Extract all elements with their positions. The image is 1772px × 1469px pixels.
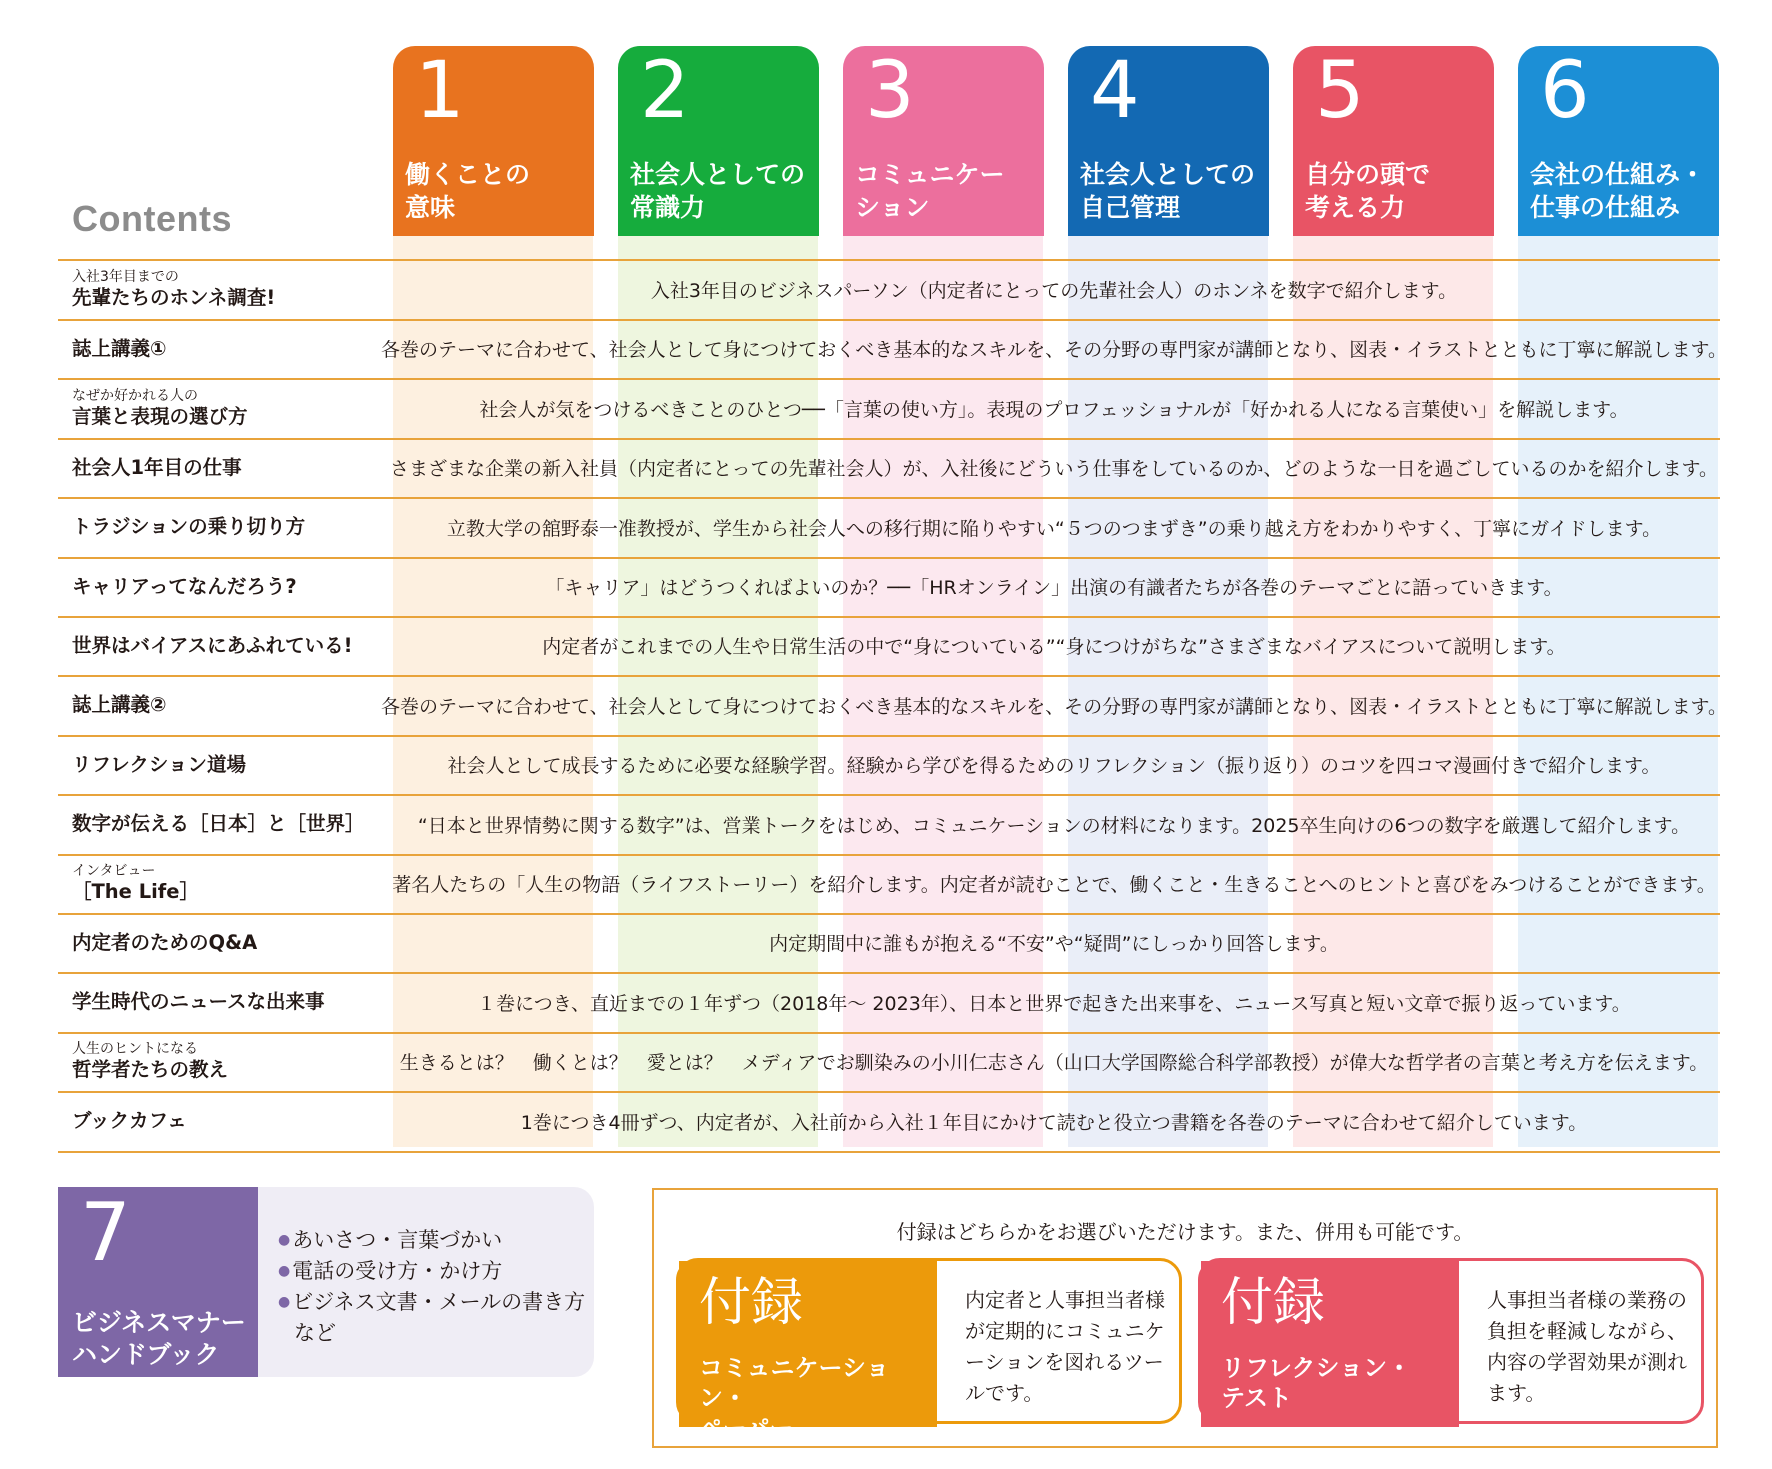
table-row (58, 1032, 1720, 1093)
row-description: 各巻のテーマに合わせて、社会人として身につけておくべき基本的なスキルを、その分野の専門家が講師となり、図表・イラストとともに丁寧に解説します。 (381, 339, 1727, 362)
table-row (58, 854, 1720, 915)
row-title (72, 319, 392, 378)
row-main-title: リフレクション道場 (72, 752, 246, 776)
book7-panel (58, 1187, 594, 1377)
annex-card-1 (676, 1258, 1182, 1442)
row-main-title: ［The Life］ (72, 880, 200, 903)
annex-card-header (1201, 1261, 1459, 1427)
row-main-title: 内定者のためのQ&A (72, 930, 258, 954)
table-row (58, 260, 1720, 321)
column-number: 2 (640, 46, 690, 136)
row-subtitle: 人生のヒントになる (72, 1041, 198, 1058)
row-description: 社会人が気をつけるべきことのひとつ──「言葉の使い方」。表現のプロフェッショナルが「好かれる人になる言葉使い」を解説します。 (479, 398, 1629, 421)
annex-note: 付録はどちらかをお選びいただけます。また、併用も可能です。 (896, 1220, 1474, 1244)
row-title (72, 616, 392, 675)
row-title (72, 1032, 392, 1091)
table-row (58, 676, 1727, 737)
row-main-title: トラジションの乗り切り方 (72, 515, 306, 539)
column-number: 1 (415, 46, 465, 136)
book7-header (58, 1187, 258, 1377)
row-subtitle: 入社3年目までの (72, 269, 179, 285)
column-number: 5 (1315, 46, 1365, 136)
list-item: ● 電話の受け方・かけ方 (278, 1256, 585, 1287)
column-number: 6 (1540, 46, 1590, 136)
row-title (72, 973, 392, 1032)
table-row (58, 616, 1720, 677)
column-number: 3 (865, 46, 915, 136)
list-item: ● あいさつ・言葉づかい (278, 1225, 585, 1256)
table-row (58, 973, 1720, 1034)
row-subtitle: なぜか好かれる人の (72, 387, 198, 404)
annex-card-2 (1198, 1258, 1704, 1424)
row-title (72, 676, 392, 735)
column-title: コミュニケー ション (855, 160, 1005, 222)
row-description: 著名人たちの「人生の物語（ライフストーリー）を紹介します。内定者が読むことで、働くこと・生きることへのヒントと喜びをみつけることができます。 (392, 874, 1716, 896)
column-title: 社会人としての 自己管理 (1080, 160, 1256, 222)
contents-label: Contents (72, 198, 232, 239)
row-description: “日本と世界情勢に関する数字”は、営業トークをはじめ、コミュニケーションの材料になります。2025卒生向けの6つの数字を厳選して紹介します。 (417, 814, 1691, 837)
table-row (58, 438, 1720, 499)
row-main-title: 学生時代のニュースな出来事 (72, 990, 325, 1014)
column-header-5 (1293, 46, 1494, 236)
row-title (72, 438, 392, 497)
row-title (72, 735, 392, 794)
row-main-title: ブックカフェ (72, 1109, 187, 1133)
list-item: ● ビジネス文書・メールの書き方 (278, 1287, 585, 1318)
table-row (58, 498, 1720, 559)
row-description: 「キャリア」はどうつくればよいのか？──「HRオンライン」出演の有識者たちが各巻のテーマごとに語っていきます。 (545, 577, 1563, 599)
row-description: 社会人として成長するために必要な経験学習。経験から学びを得るためのリフレクション（振り返り）のコツを四コマ漫画付きで紹介します。 (447, 755, 1661, 778)
row-main-title: 言葉と表現の選び方 (72, 404, 248, 428)
book7-number: 7 (80, 1186, 131, 1279)
column-number: 4 (1090, 46, 1140, 136)
annex-card-label: 付録 (699, 1273, 804, 1333)
table-row (58, 319, 1727, 380)
annex-card-description: 内定者と人事担当者様が定期的にコミュニケーションを図れるツールです。 (965, 1288, 1165, 1405)
annex-card-description: 人事担当者様の業務の負担を軽減しながら、内容の学習効果が測れます。 (1487, 1288, 1687, 1405)
row-title (72, 498, 392, 557)
row-description: さまざまな企業の新入社員（内定者にとっての先輩社会人）が、入社後にどういう仕事をしているのか、どのような一日を過ごしているのかを紹介します。 (389, 458, 1719, 481)
annex-card-label: 付録 (1221, 1273, 1326, 1333)
table-row (58, 557, 1720, 618)
column-header-3 (843, 46, 1044, 236)
column-title: 会社の仕組み・ 仕事の仕組み (1530, 160, 1706, 222)
row-description: 各巻のテーマに合わせて、社会人として身につけておくべき基本的なスキルを、その分野の専門家が講師となり、図表・イラストとともに丁寧に解説します。 (381, 695, 1727, 718)
book7-title: ビジネスマナー ハンドブック (72, 1308, 246, 1369)
annex-panel (652, 1188, 1718, 1448)
column-title: 働くことの 意味 (405, 160, 531, 222)
table-row (58, 379, 1720, 440)
row-subtitle: インタビュー (72, 863, 156, 879)
row-title (72, 557, 392, 616)
annex-card-title: コミュニケーション・ ペーパー (699, 1354, 890, 1442)
row-main-title: 誌上講義② (72, 693, 167, 717)
table-row (58, 1092, 1720, 1153)
row-main-title: キャリアってなんだろう? (72, 574, 297, 598)
row-description: 入社3年目のビジネスパーソン（内定者にとっての先輩社会人）のホンネを数字で紹介します。 (650, 280, 1458, 302)
row-main-title: 数字が伝える［日本］と［世界］ (72, 812, 365, 836)
row-description: 内定者がこれまでの人生や日常生活の中で“身についている”“身につけがちな”さまざまなバイアスについて説明します。 (542, 636, 1566, 659)
column-header-1 (393, 46, 594, 236)
annex-card-header (679, 1261, 937, 1442)
row-description: 内定期間中に誰もが抱える“不安”や“疑問”にしっかり回答します。 (769, 933, 1339, 956)
row-title (72, 913, 392, 972)
row-title (72, 379, 392, 438)
row-main-title: 世界はバイアスにあふれている! (72, 633, 353, 657)
row-description: 生きるとは？ 働くとは？ 愛とは？ メディアでお馴染みの小川仁志さん（山口大学国際総合科学部教授）が偉大な哲学者の言葉と考え方を伝えます。 (399, 1052, 1709, 1075)
row-main-title: 哲学者たちの教え (72, 1058, 229, 1082)
column-header-4 (1068, 46, 1269, 236)
row-title (72, 854, 392, 913)
row-title (72, 1092, 392, 1151)
row-description: 立教大学の舘野泰一准教授が、学生から社会人への移行期に陥りやすい“５つのつまずき”の乗り越え方をわかりやすく、丁寧にガイドします。 (446, 517, 1662, 540)
row-main-title: 先輩たちのホンネ調査! (72, 286, 276, 309)
column-header-6 (1518, 46, 1719, 236)
row-title (72, 260, 392, 319)
row-main-title: 社会人1年目の仕事 (72, 455, 242, 479)
row-description: 1巻につき4冊ずつ、内定者が、入社前から入社１年目にかけて読むと役立つ書籍を各巻のテーマに合わせて紹介しています。 (520, 1111, 1588, 1134)
row-title (72, 795, 392, 854)
book7-list (278, 1225, 585, 1349)
column-title: 自分の頭で 考える力 (1305, 160, 1431, 222)
table-row (58, 795, 1720, 856)
row-description: １巻につき、直近までの１年ずつ（2018年～ 2023年）、日本と世界で起きた出来事を、ニュース写真と短い文章で振り返っています。 (477, 992, 1631, 1015)
table-row (58, 735, 1720, 796)
column-header-2 (618, 46, 819, 236)
row-main-title: 誌上講義① (72, 336, 167, 360)
table-row (58, 913, 1720, 974)
column-title: 社会人としての 常識力 (630, 160, 806, 222)
list-item-extra: など (294, 1321, 336, 1345)
annex-card-title: リフレクション・ テスト (1221, 1354, 1412, 1412)
